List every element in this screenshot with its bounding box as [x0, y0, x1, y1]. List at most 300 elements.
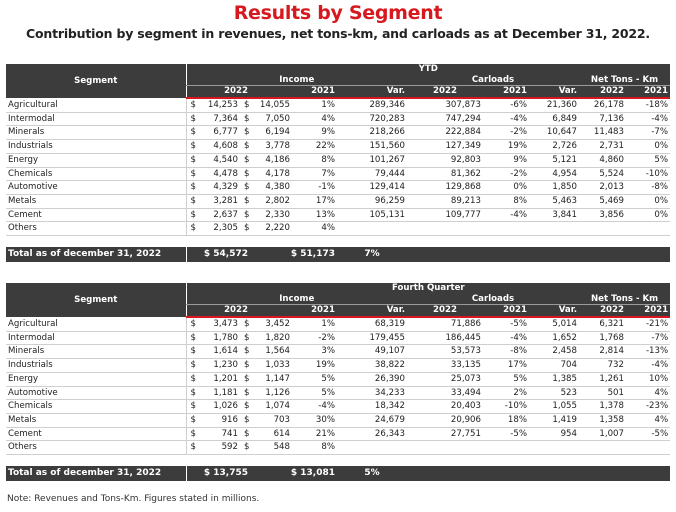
segment-name: Others: [6, 441, 186, 455]
income-2022-value: 2,305: [198, 222, 240, 236]
segment-name: Energy: [6, 153, 186, 167]
segment-name: Minerals: [6, 345, 186, 359]
total-row: [6, 466, 670, 481]
net-tons-2021-value: 732: [579, 359, 626, 373]
currency-symbol: $: [186, 317, 198, 331]
carloads-var-header: Var.: [529, 305, 579, 318]
segment-name: Chemicals: [6, 167, 186, 181]
net-tons-2022-value: 1,652: [529, 331, 579, 345]
net-tons-var-value: [626, 441, 670, 455]
net-tons-2021-value: 501: [579, 386, 626, 400]
income-var-value: 13%: [292, 208, 337, 222]
net-tons-2021-value: 3,856: [579, 208, 626, 222]
net-tons-2021-value: 1,358: [579, 413, 626, 427]
page-title: Results by Segment: [233, 2, 443, 24]
net-tons-var-value: -7%: [626, 331, 670, 345]
currency-symbol: $: [186, 181, 198, 195]
carloads-var-value: 8%: [483, 194, 529, 208]
income-2022-value: 7,364: [198, 112, 240, 126]
currency-symbol: $: [240, 208, 250, 222]
carloads-2022-value: 26,390: [337, 372, 407, 386]
currency-symbol: $: [240, 441, 250, 455]
carloads-var-value: [483, 222, 529, 236]
segment-header: Segment: [6, 283, 186, 317]
carloads-var-value: -4%: [483, 112, 529, 126]
net-tons-2021-value: 2,013: [579, 181, 626, 195]
income-2022-value: 1,230: [198, 359, 240, 373]
net-tons-2022-value: 4,954: [529, 167, 579, 181]
total-income-var: 7%: [337, 247, 407, 262]
carloads-2021-value: 186,445: [407, 331, 483, 345]
table-row: [6, 441, 670, 455]
income-2021-value: 6,194: [250, 126, 292, 140]
period-header: Fourth Quarter: [186, 283, 670, 294]
total-income-2021: $ 51,173: [250, 247, 337, 262]
period-header: YTD: [186, 64, 670, 75]
carloads-var-header: Var.: [529, 86, 579, 99]
carloads-2022-value: [337, 441, 407, 455]
net-tons-2022-value: 954: [529, 427, 579, 441]
income-2021-value: 1,074: [250, 400, 292, 414]
income-2022-value: 6,777: [198, 126, 240, 140]
income-2021-value: 14,055: [250, 98, 292, 112]
carloads-2021-value: 222,884: [407, 126, 483, 140]
carloads-2022-value: 129,414: [337, 181, 407, 195]
income-2022-value: 4,478: [198, 167, 240, 181]
income-var-value: 4%: [292, 222, 337, 236]
net-tons-2021-value: 1,378: [579, 400, 626, 414]
carloads-2021-value: 127,349: [407, 140, 483, 154]
carloads-var-value: -2%: [483, 126, 529, 140]
currency-symbol: $: [240, 345, 250, 359]
table-row: [6, 194, 670, 208]
carloads-2022-value: 79,444: [337, 167, 407, 181]
income-var-value: 22%: [292, 140, 337, 154]
carloads-var-value: 17%: [483, 359, 529, 373]
income-2022-header: 2022: [186, 305, 250, 318]
net-tons-2021-value: [579, 222, 626, 236]
total-empty: [407, 247, 670, 262]
currency-symbol: $: [240, 317, 250, 331]
currency-symbol: $: [240, 413, 250, 427]
carloads-2021-value: 20,403: [407, 400, 483, 414]
net-tons-2021-value: [579, 441, 626, 455]
net-tons-2022-value: [529, 441, 579, 455]
net-tons-2021-value: 1,261: [579, 372, 626, 386]
currency-symbol: $: [240, 359, 250, 373]
carloads-2021-header: 2021: [483, 305, 529, 318]
carloads-2022-value: 68,319: [337, 317, 407, 331]
currency-symbol: $: [186, 400, 198, 414]
total-label: Total as of december 31, 2022: [6, 466, 186, 481]
net-tons-2022-value: 10,647: [529, 126, 579, 140]
table-row: [6, 126, 670, 140]
net-tons-2021-value: 2,814: [579, 345, 626, 359]
table-row: [6, 208, 670, 222]
carloads-2021-value: 20,906: [407, 413, 483, 427]
currency-symbol: $: [186, 222, 198, 236]
net-tons-2021-value: 5,469: [579, 194, 626, 208]
carloads-var-value: 5%: [483, 372, 529, 386]
carloads-var-value: [483, 441, 529, 455]
currency-symbol: $: [186, 441, 198, 455]
carloads-2022-value: 151,560: [337, 140, 407, 154]
carloads-var-value: -8%: [483, 345, 529, 359]
income-var-value: 5%: [292, 386, 337, 400]
net-tons-group-header: Net Tons - Km: [579, 294, 670, 305]
net-tons-2021-value: 7,136: [579, 112, 626, 126]
income-var-value: 21%: [292, 427, 337, 441]
table-row: [6, 222, 670, 236]
carloads-var-value: -5%: [483, 427, 529, 441]
carloads-2022-value: 49,107: [337, 345, 407, 359]
table-row: [6, 372, 670, 386]
income-var-value: 9%: [292, 126, 337, 140]
carloads-2022-value: 179,455: [337, 331, 407, 345]
income-2022-value: 1,780: [198, 331, 240, 345]
table-row: [6, 140, 670, 154]
carloads-2022-value: 96,259: [337, 194, 407, 208]
net-tons-2021-value: 1,768: [579, 331, 626, 345]
carloads-2021-value: 33,135: [407, 359, 483, 373]
currency-symbol: $: [240, 98, 250, 112]
segment-name: Intermodal: [6, 331, 186, 345]
segment-name: Agricultural: [6, 98, 186, 112]
carloads-var-value: -2%: [483, 167, 529, 181]
income-2021-value: 4,380: [250, 181, 292, 195]
net-tons-2022-value: 21,360: [529, 98, 579, 112]
net-tons-var-value: 0%: [626, 208, 670, 222]
carloads-var-value: 9%: [483, 153, 529, 167]
net-tons-2022-value: 2,458: [529, 345, 579, 359]
net-tons-2021-value: 4,860: [579, 153, 626, 167]
total-income-2021: $ 13,081: [250, 466, 337, 481]
carloads-var-value: -4%: [483, 331, 529, 345]
currency-symbol: $: [186, 386, 198, 400]
footnote: Note: Revenues and Tons-Km. Figures stated in millions.: [7, 494, 260, 504]
net-tons-var-value: 0%: [626, 140, 670, 154]
income-var-value: -1%: [292, 181, 337, 195]
carloads-group-header: Carloads: [407, 75, 579, 86]
table-row: [6, 400, 670, 414]
table-row: [6, 153, 670, 167]
segment-name: Energy: [6, 372, 186, 386]
carloads-2021-value: 747,294: [407, 112, 483, 126]
table-row: [6, 345, 670, 359]
carloads-2021-value: 92,803: [407, 153, 483, 167]
income-2022-value: 3,281: [198, 194, 240, 208]
fourth-quarter-table: [6, 283, 670, 481]
net-tons-var-value: -21%: [626, 317, 670, 331]
income-var-value: 1%: [292, 317, 337, 331]
carloads-2022-value: 289,346: [337, 98, 407, 112]
income-2022-value: 4,608: [198, 140, 240, 154]
net-tons-2022-value: 5,014: [529, 317, 579, 331]
currency-symbol: $: [240, 153, 250, 167]
net-tons-var-value: -23%: [626, 400, 670, 414]
carloads-var-value: 19%: [483, 140, 529, 154]
income-2021-value: 1,820: [250, 331, 292, 345]
table-row: [6, 359, 670, 373]
segment-name: Automotive: [6, 181, 186, 195]
carloads-2021-value: 89,213: [407, 194, 483, 208]
income-var-value: 3%: [292, 345, 337, 359]
carloads-var-value: 0%: [483, 181, 529, 195]
income-2021-value: 614: [250, 427, 292, 441]
income-2021-value: 4,178: [250, 167, 292, 181]
net-tons-var-value: -10%: [626, 167, 670, 181]
carloads-2021-value: 307,873: [407, 98, 483, 112]
income-var-value: -4%: [292, 400, 337, 414]
net-tons-2021-value: 2,731: [579, 140, 626, 154]
page-subtitle: Contribution by segment in revenues, net tons-km, and carloads as at December 31, 2022.: [26, 26, 650, 41]
carloads-2021-value: 129,868: [407, 181, 483, 195]
currency-symbol: $: [240, 386, 250, 400]
income-var-value: 30%: [292, 413, 337, 427]
income-var-value: -2%: [292, 331, 337, 345]
income-2022-value: 916: [198, 413, 240, 427]
currency-symbol: $: [240, 140, 250, 154]
currency-symbol: $: [240, 372, 250, 386]
net-tons-2021-value: 26,178: [579, 98, 626, 112]
segment-name: Minerals: [6, 126, 186, 140]
total-empty: [407, 466, 670, 481]
income-var-header: Var.: [337, 305, 407, 318]
currency-symbol: $: [186, 331, 198, 345]
carloads-2021-value: 25,073: [407, 372, 483, 386]
net-tons-2021-value: 1,007: [579, 427, 626, 441]
currency-symbol: $: [186, 140, 198, 154]
net-tons-var-value: -4%: [626, 112, 670, 126]
carloads-2021-value: 53,573: [407, 345, 483, 359]
table-row: [6, 386, 670, 400]
carloads-2022-value: [337, 222, 407, 236]
carloads-group-header: Carloads: [407, 294, 579, 305]
income-2021-value: 548: [250, 441, 292, 455]
segment-name: Automotive: [6, 386, 186, 400]
net-tons-2022-header: 2022: [579, 86, 626, 99]
income-2022-value: 3,473: [198, 317, 240, 331]
income-2022-value: 1,614: [198, 345, 240, 359]
currency-symbol: $: [240, 194, 250, 208]
income-2021-value: 3,452: [250, 317, 292, 331]
carloads-2021-value: 109,777: [407, 208, 483, 222]
income-var-value: 8%: [292, 441, 337, 455]
net-tons-2021-value: 5,524: [579, 167, 626, 181]
net-tons-group-header: Net Tons - Km: [579, 75, 670, 86]
income-2021-value: 1,126: [250, 386, 292, 400]
net-tons-var-value: -5%: [626, 427, 670, 441]
income-group-header: Income: [186, 294, 407, 305]
carloads-2022-value: 26,343: [337, 427, 407, 441]
income-2022-value: 1,201: [198, 372, 240, 386]
carloads-2021-header: 2021: [483, 86, 529, 99]
net-tons-2022-value: 6,849: [529, 112, 579, 126]
table-row: [6, 112, 670, 126]
total-income-2022: $ 54,572: [186, 247, 250, 262]
income-2022-value: 2,637: [198, 208, 240, 222]
segment-name: Metals: [6, 194, 186, 208]
income-var-value: 7%: [292, 167, 337, 181]
currency-symbol: $: [186, 359, 198, 373]
total-row: [6, 247, 670, 262]
currency-symbol: $: [240, 126, 250, 140]
carloads-2022-value: 101,267: [337, 153, 407, 167]
income-2021-value: 1,564: [250, 345, 292, 359]
carloads-var-value: -4%: [483, 208, 529, 222]
segment-name: Metals: [6, 413, 186, 427]
income-2022-value: 1,181: [198, 386, 240, 400]
segment-name: Cement: [6, 208, 186, 222]
income-2021-header: 2021: [250, 305, 337, 318]
segment-name: Intermodal: [6, 112, 186, 126]
net-tons-2022-value: [529, 222, 579, 236]
table-row: [6, 98, 670, 112]
table-row: [6, 413, 670, 427]
net-tons-var-value: -7%: [626, 126, 670, 140]
income-2021-header: 2021: [250, 86, 337, 99]
income-2022-value: 14,253: [198, 98, 240, 112]
total-income-2022: $ 13,755: [186, 466, 250, 481]
table-row: [6, 331, 670, 345]
net-tons-2022-value: 5,121: [529, 153, 579, 167]
net-tons-2021-header: 2021: [626, 86, 670, 99]
net-tons-var-value: [626, 222, 670, 236]
segment-name: Industrials: [6, 140, 186, 154]
net-tons-var-value: -8%: [626, 181, 670, 195]
segment-name: Industrials: [6, 359, 186, 373]
net-tons-2022-value: 523: [529, 386, 579, 400]
income-2021-value: 1,147: [250, 372, 292, 386]
carloads-2022-value: 720,283: [337, 112, 407, 126]
income-group-header: Income: [186, 75, 407, 86]
net-tons-var-value: -13%: [626, 345, 670, 359]
carloads-2022-value: 38,822: [337, 359, 407, 373]
carloads-var-value: -10%: [483, 400, 529, 414]
currency-symbol: $: [240, 222, 250, 236]
net-tons-2022-value: 1,055: [529, 400, 579, 414]
income-var-value: 19%: [292, 359, 337, 373]
income-2021-value: 2,220: [250, 222, 292, 236]
currency-symbol: $: [240, 400, 250, 414]
carloads-2022-header: 2022: [407, 305, 483, 318]
currency-symbol: $: [186, 413, 198, 427]
carloads-2021-value: [407, 222, 483, 236]
net-tons-var-value: 0%: [626, 194, 670, 208]
net-tons-2022-value: 1,850: [529, 181, 579, 195]
total-label: Total as of december 31, 2022: [6, 247, 186, 262]
net-tons-2022-value: 1,385: [529, 372, 579, 386]
carloads-2021-value: 33,494: [407, 386, 483, 400]
income-2022-value: 1,026: [198, 400, 240, 414]
currency-symbol: $: [186, 372, 198, 386]
carloads-2021-value: 27,751: [407, 427, 483, 441]
net-tons-2022-header: 2022: [579, 305, 626, 318]
carloads-2021-value: 81,362: [407, 167, 483, 181]
ytd-table: [6, 64, 670, 262]
carloads-var-value: -6%: [483, 98, 529, 112]
segment-name: Chemicals: [6, 400, 186, 414]
currency-symbol: $: [240, 181, 250, 195]
carloads-2022-value: 218,266: [337, 126, 407, 140]
carloads-2022-value: 105,131: [337, 208, 407, 222]
income-2022-value: 4,540: [198, 153, 240, 167]
carloads-var-value: -5%: [483, 317, 529, 331]
net-tons-2022-value: 2,726: [529, 140, 579, 154]
table-row: [6, 181, 670, 195]
carloads-2022-value: 34,233: [337, 386, 407, 400]
carloads-2022-value: 18,342: [337, 400, 407, 414]
segment-name: Others: [6, 222, 186, 236]
income-var-value: 5%: [292, 372, 337, 386]
income-2022-value: 741: [198, 427, 240, 441]
income-2022-value: 4,329: [198, 181, 240, 195]
total-income-var: 5%: [337, 466, 407, 481]
table-row: [6, 427, 670, 441]
currency-symbol: $: [186, 112, 198, 126]
carloads-var-value: 2%: [483, 386, 529, 400]
currency-symbol: $: [186, 208, 198, 222]
currency-symbol: $: [186, 167, 198, 181]
table-row: [6, 317, 670, 331]
carloads-2021-value: 71,886: [407, 317, 483, 331]
net-tons-var-value: 10%: [626, 372, 670, 386]
currency-symbol: $: [186, 194, 198, 208]
income-2021-value: 2,330: [250, 208, 292, 222]
segment-name: Agricultural: [6, 317, 186, 331]
net-tons-2021-value: 11,483: [579, 126, 626, 140]
currency-symbol: $: [240, 427, 250, 441]
income-2021-value: 703: [250, 413, 292, 427]
income-var-header: Var.: [337, 86, 407, 99]
currency-symbol: $: [186, 126, 198, 140]
income-2021-value: 1,033: [250, 359, 292, 373]
net-tons-var-value: 4%: [626, 413, 670, 427]
income-var-value: 1%: [292, 98, 337, 112]
income-2021-value: 3,778: [250, 140, 292, 154]
income-var-value: 4%: [292, 112, 337, 126]
currency-symbol: $: [186, 427, 198, 441]
carloads-2021-value: [407, 441, 483, 455]
income-var-value: 8%: [292, 153, 337, 167]
income-2021-value: 4,186: [250, 153, 292, 167]
income-2022-value: 592: [198, 441, 240, 455]
income-2021-value: 2,802: [250, 194, 292, 208]
currency-symbol: $: [240, 331, 250, 345]
segment-name: Cement: [6, 427, 186, 441]
carloads-var-value: 18%: [483, 413, 529, 427]
currency-symbol: $: [240, 167, 250, 181]
currency-symbol: $: [186, 153, 198, 167]
income-var-value: 17%: [292, 194, 337, 208]
net-tons-2021-value: 6,321: [579, 317, 626, 331]
net-tons-var-value: -4%: [626, 359, 670, 373]
currency-symbol: $: [186, 345, 198, 359]
net-tons-var-value: 4%: [626, 386, 670, 400]
table-row: [6, 167, 670, 181]
net-tons-var-value: -18%: [626, 98, 670, 112]
currency-symbol: $: [240, 112, 250, 126]
currency-symbol: $: [186, 98, 198, 112]
carloads-2022-value: 24,679: [337, 413, 407, 427]
net-tons-var-value: 5%: [626, 153, 670, 167]
net-tons-2022-value: 5,463: [529, 194, 579, 208]
net-tons-2022-value: 1,419: [529, 413, 579, 427]
net-tons-2022-value: 704: [529, 359, 579, 373]
income-2022-header: 2022: [186, 86, 250, 99]
net-tons-2022-value: 3,841: [529, 208, 579, 222]
carloads-2022-header: 2022: [407, 86, 483, 99]
